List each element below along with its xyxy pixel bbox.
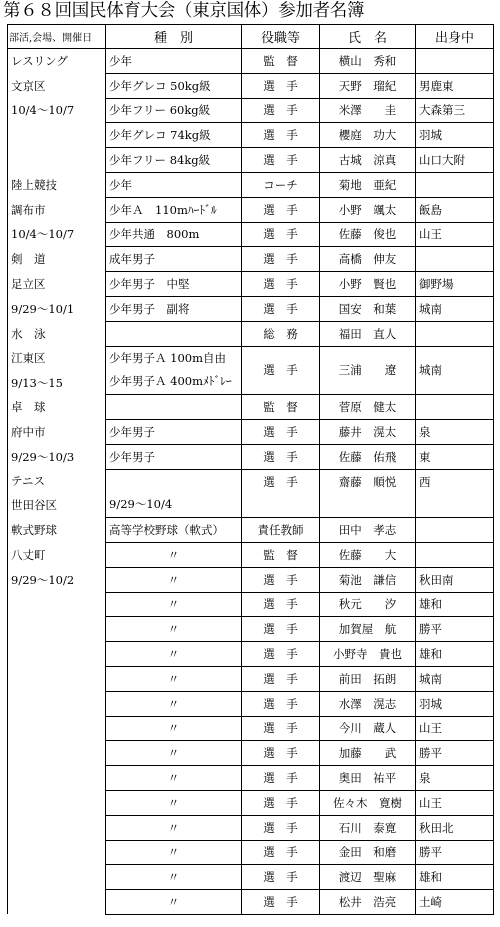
- role-cell: 選 手: [242, 790, 320, 815]
- role-cell: 選 手: [242, 444, 320, 469]
- event-cell: 〃: [106, 890, 242, 915]
- event-cell: 〃: [106, 790, 242, 815]
- table-row: [8, 865, 494, 890]
- header-club-venue-date: 部活,会場、開催日: [8, 25, 106, 49]
- table-row: [8, 222, 494, 247]
- table-row: [8, 247, 494, 272]
- event-cell: 少年男子 中堅: [106, 272, 242, 297]
- school-cell: [416, 518, 494, 543]
- club-info: 10/4〜10/7: [8, 222, 106, 247]
- school-cell: 山王: [416, 790, 494, 815]
- club-info: 卓 球: [8, 395, 106, 420]
- name-cell: 天野 瑠紀: [320, 73, 416, 98]
- role-cell: 選 手: [242, 197, 320, 222]
- event-cell: 少年共通 800m: [106, 222, 242, 247]
- name-cell: 加賀屋 航: [320, 617, 416, 642]
- name-cell: 国安 和葉: [320, 296, 416, 321]
- event-cell: 〃: [106, 741, 242, 766]
- club-info: [8, 617, 106, 642]
- school-cell: 泉: [416, 419, 494, 444]
- club-info: 陸上競技: [8, 172, 106, 197]
- club-info: [8, 741, 106, 766]
- event-cell: 〃: [106, 542, 242, 567]
- school-cell: [416, 172, 494, 197]
- event-cell: 〃: [106, 617, 242, 642]
- school-cell: 東: [416, 444, 494, 469]
- event-cell: 〃: [106, 567, 242, 592]
- club-info: 江東区: [8, 346, 106, 370]
- event-cell: 少年グレコ 50kg級: [106, 73, 242, 98]
- name-cell: 米澤 圭: [320, 98, 416, 123]
- school-cell: 御野場: [416, 272, 494, 297]
- club-info: 水 泳: [8, 321, 106, 346]
- club-info: [8, 766, 106, 791]
- event-cell: [106, 469, 242, 493]
- event-cell: 少年フリー 84kg級: [106, 148, 242, 173]
- club-info: 軟式野球: [8, 518, 106, 543]
- role-cell: 選 手: [242, 890, 320, 915]
- header-name: 氏 名: [320, 25, 416, 49]
- table-row: [8, 419, 494, 444]
- name-cell: 加藤 武: [320, 741, 416, 766]
- school-cell: 土崎: [416, 890, 494, 915]
- event-cell: 9/29〜10/4: [106, 493, 242, 517]
- club-info: [8, 592, 106, 617]
- role-cell: 監 督: [242, 49, 320, 74]
- event-cell: 〃: [106, 766, 242, 791]
- club-info: 八丈町: [8, 542, 106, 567]
- club-info: 10/4〜10/7: [8, 98, 106, 123]
- table-row: [8, 542, 494, 567]
- name-cell: 田中 孝志: [320, 518, 416, 543]
- role-cell: 選 手: [242, 865, 320, 890]
- table-row: [8, 469, 494, 493]
- club-info: [8, 716, 106, 741]
- header-role: 役職等: [242, 25, 320, 49]
- school-cell: 勝平: [416, 840, 494, 865]
- name-cell: 福田 直人: [320, 321, 416, 346]
- table-row: [8, 592, 494, 617]
- table-row: [8, 172, 494, 197]
- table-row: [8, 148, 494, 173]
- school-cell: 泉: [416, 766, 494, 791]
- name-cell: 齋藤 順悦: [320, 469, 416, 518]
- event-cell: 少年男子Ａ 100m自由: [106, 346, 242, 370]
- role-cell: 選 手: [242, 766, 320, 791]
- table-row: [8, 815, 494, 840]
- event-cell: 〃: [106, 716, 242, 741]
- event-cell: 少年男子Ａ 400mﾒﾄﾞﾚｰ: [106, 370, 242, 394]
- event-cell: 少年グレコ 74kg級: [106, 123, 242, 148]
- table-row: [8, 123, 494, 148]
- role-cell: 選 手: [242, 346, 320, 395]
- club-info: [8, 148, 106, 173]
- school-cell: 雄和: [416, 865, 494, 890]
- role-cell: 選 手: [242, 469, 320, 518]
- name-cell: 佐藤 佑飛: [320, 444, 416, 469]
- table-row: [8, 444, 494, 469]
- club-info: [8, 790, 106, 815]
- school-cell: 城南: [416, 296, 494, 321]
- role-cell: 総 務: [242, 321, 320, 346]
- school-cell: 雄和: [416, 592, 494, 617]
- name-cell: 高橋 伸友: [320, 247, 416, 272]
- name-cell: 小野 賢也: [320, 272, 416, 297]
- name-cell: 菊池 謙信: [320, 567, 416, 592]
- event-cell: 〃: [106, 691, 242, 716]
- school-cell: [416, 49, 494, 74]
- school-cell: 羽城: [416, 123, 494, 148]
- table-row: [8, 346, 494, 370]
- role-cell: コーチ: [242, 172, 320, 197]
- event-cell: 少年: [106, 49, 242, 74]
- school-cell: 城南: [416, 346, 494, 395]
- club-info: 剣 道: [8, 247, 106, 272]
- name-cell: 秋元 汐: [320, 592, 416, 617]
- event-cell: 〃: [106, 666, 242, 691]
- club-info: 足立区: [8, 272, 106, 297]
- table-row: [8, 272, 494, 297]
- role-cell: 選 手: [242, 272, 320, 297]
- name-cell: 佐藤 大: [320, 542, 416, 567]
- name-cell: 渡辺 聖麻: [320, 865, 416, 890]
- club-info: 9/13〜15: [8, 370, 106, 394]
- role-cell: 選 手: [242, 148, 320, 173]
- event-cell: 少年男子 副将: [106, 296, 242, 321]
- participant-table: [7, 24, 494, 915]
- event-cell: 少年男子: [106, 419, 242, 444]
- school-cell: 山王: [416, 222, 494, 247]
- role-cell: 選 手: [242, 98, 320, 123]
- role-cell: 責任教師: [242, 518, 320, 543]
- club-info: 9/29〜10/2: [8, 567, 106, 592]
- school-cell: [416, 542, 494, 567]
- role-cell: 監 督: [242, 542, 320, 567]
- role-cell: 選 手: [242, 592, 320, 617]
- club-info: [8, 890, 106, 915]
- name-cell: 松井 浩亮: [320, 890, 416, 915]
- role-cell: 選 手: [242, 840, 320, 865]
- table-row: [8, 321, 494, 346]
- role-cell: 選 手: [242, 567, 320, 592]
- club-info: [8, 691, 106, 716]
- club-info: 調布市: [8, 197, 106, 222]
- table-row: [8, 73, 494, 98]
- role-cell: 選 手: [242, 815, 320, 840]
- club-info: [8, 123, 106, 148]
- role-cell: 選 手: [242, 296, 320, 321]
- name-cell: 佐々木 寛樹: [320, 790, 416, 815]
- role-cell: 選 手: [242, 222, 320, 247]
- table-row: [8, 617, 494, 642]
- event-cell: 少年Ａ 110mﾊｰﾄﾞﾙ: [106, 197, 242, 222]
- event-cell: 少年: [106, 172, 242, 197]
- name-cell: 金田 和磨: [320, 840, 416, 865]
- club-info: 9/29〜10/1: [8, 296, 106, 321]
- club-info: 9/29〜10/3: [8, 444, 106, 469]
- role-cell: 選 手: [242, 617, 320, 642]
- school-cell: 雄和: [416, 642, 494, 667]
- table-row: [8, 716, 494, 741]
- event-cell: 高等学校野球（軟式）: [106, 518, 242, 543]
- table-header: [8, 25, 494, 49]
- role-cell: 監 督: [242, 395, 320, 420]
- name-cell: 菊地 亜紀: [320, 172, 416, 197]
- name-cell: 古城 涼真: [320, 148, 416, 173]
- role-cell: 選 手: [242, 691, 320, 716]
- school-cell: [416, 395, 494, 420]
- table-row: [8, 49, 494, 74]
- role-cell: 選 手: [242, 642, 320, 667]
- header-school: 出身中: [416, 25, 494, 49]
- name-cell: 石川 泰寛: [320, 815, 416, 840]
- club-info: テニス: [8, 469, 106, 493]
- school-cell: 秋田北: [416, 815, 494, 840]
- table-row: [8, 666, 494, 691]
- name-cell: 菅原 健太: [320, 395, 416, 420]
- school-cell: 男鹿東: [416, 73, 494, 98]
- event-cell: [106, 321, 242, 346]
- role-cell: 選 手: [242, 741, 320, 766]
- table-row: [8, 890, 494, 915]
- club-info: 世田谷区: [8, 493, 106, 517]
- school-cell: [416, 247, 494, 272]
- club-info: [8, 815, 106, 840]
- school-cell: 勝平: [416, 741, 494, 766]
- role-cell: 選 手: [242, 247, 320, 272]
- event-cell: 成年男子: [106, 247, 242, 272]
- role-cell: 選 手: [242, 419, 320, 444]
- school-cell: 羽城: [416, 691, 494, 716]
- school-cell: 山口大附: [416, 148, 494, 173]
- header-event: 種 別: [106, 25, 242, 49]
- name-cell: 小野 颯太: [320, 197, 416, 222]
- table-row: [8, 766, 494, 791]
- name-cell: 前田 拓朗: [320, 666, 416, 691]
- event-cell: 少年男子: [106, 444, 242, 469]
- club-info: 府中市: [8, 419, 106, 444]
- event-cell: 少年フリー 60kg級: [106, 98, 242, 123]
- school-cell: 山王: [416, 716, 494, 741]
- school-cell: 飯島: [416, 197, 494, 222]
- club-info: レスリング: [8, 49, 106, 74]
- school-cell: 勝平: [416, 617, 494, 642]
- table-row: [8, 296, 494, 321]
- school-cell: 西: [416, 469, 494, 518]
- school-cell: 秋田南: [416, 567, 494, 592]
- name-cell: 櫻庭 功大: [320, 123, 416, 148]
- name-cell: 横山 秀和: [320, 49, 416, 74]
- club-info: [8, 840, 106, 865]
- club-info: [8, 666, 106, 691]
- name-cell: 小野寺 貴也: [320, 642, 416, 667]
- club-info: [8, 865, 106, 890]
- event-cell: 〃: [106, 815, 242, 840]
- role-cell: 選 手: [242, 666, 320, 691]
- table-row: [8, 197, 494, 222]
- event-cell: 〃: [106, 840, 242, 865]
- name-cell: 三浦 遼: [320, 346, 416, 395]
- table-row: [8, 98, 494, 123]
- event-cell: 〃: [106, 592, 242, 617]
- name-cell: 佐藤 俊也: [320, 222, 416, 247]
- table-row: [8, 840, 494, 865]
- role-cell: 選 手: [242, 716, 320, 741]
- name-cell: 今川 蔵人: [320, 716, 416, 741]
- school-cell: 城南: [416, 666, 494, 691]
- page-title: 第６８回国民体育大会（東京国体）参加者名簿: [3, 1, 365, 21]
- name-cell: 藤井 滉太: [320, 419, 416, 444]
- school-cell: 大森第三: [416, 98, 494, 123]
- event-cell: 〃: [106, 642, 242, 667]
- role-cell: 選 手: [242, 73, 320, 98]
- table-row: [8, 518, 494, 543]
- name-cell: 奥田 祐平: [320, 766, 416, 791]
- table-row: [8, 395, 494, 420]
- club-info: [8, 642, 106, 667]
- event-cell: 〃: [106, 865, 242, 890]
- table-row: [8, 691, 494, 716]
- name-cell: 水澤 滉志: [320, 691, 416, 716]
- event-cell: [106, 395, 242, 420]
- school-cell: [416, 321, 494, 346]
- club-info: 文京区: [8, 73, 106, 98]
- table-row: [8, 741, 494, 766]
- table-row: [8, 567, 494, 592]
- table-row: [8, 642, 494, 667]
- table-row: [8, 790, 494, 815]
- role-cell: 選 手: [242, 123, 320, 148]
